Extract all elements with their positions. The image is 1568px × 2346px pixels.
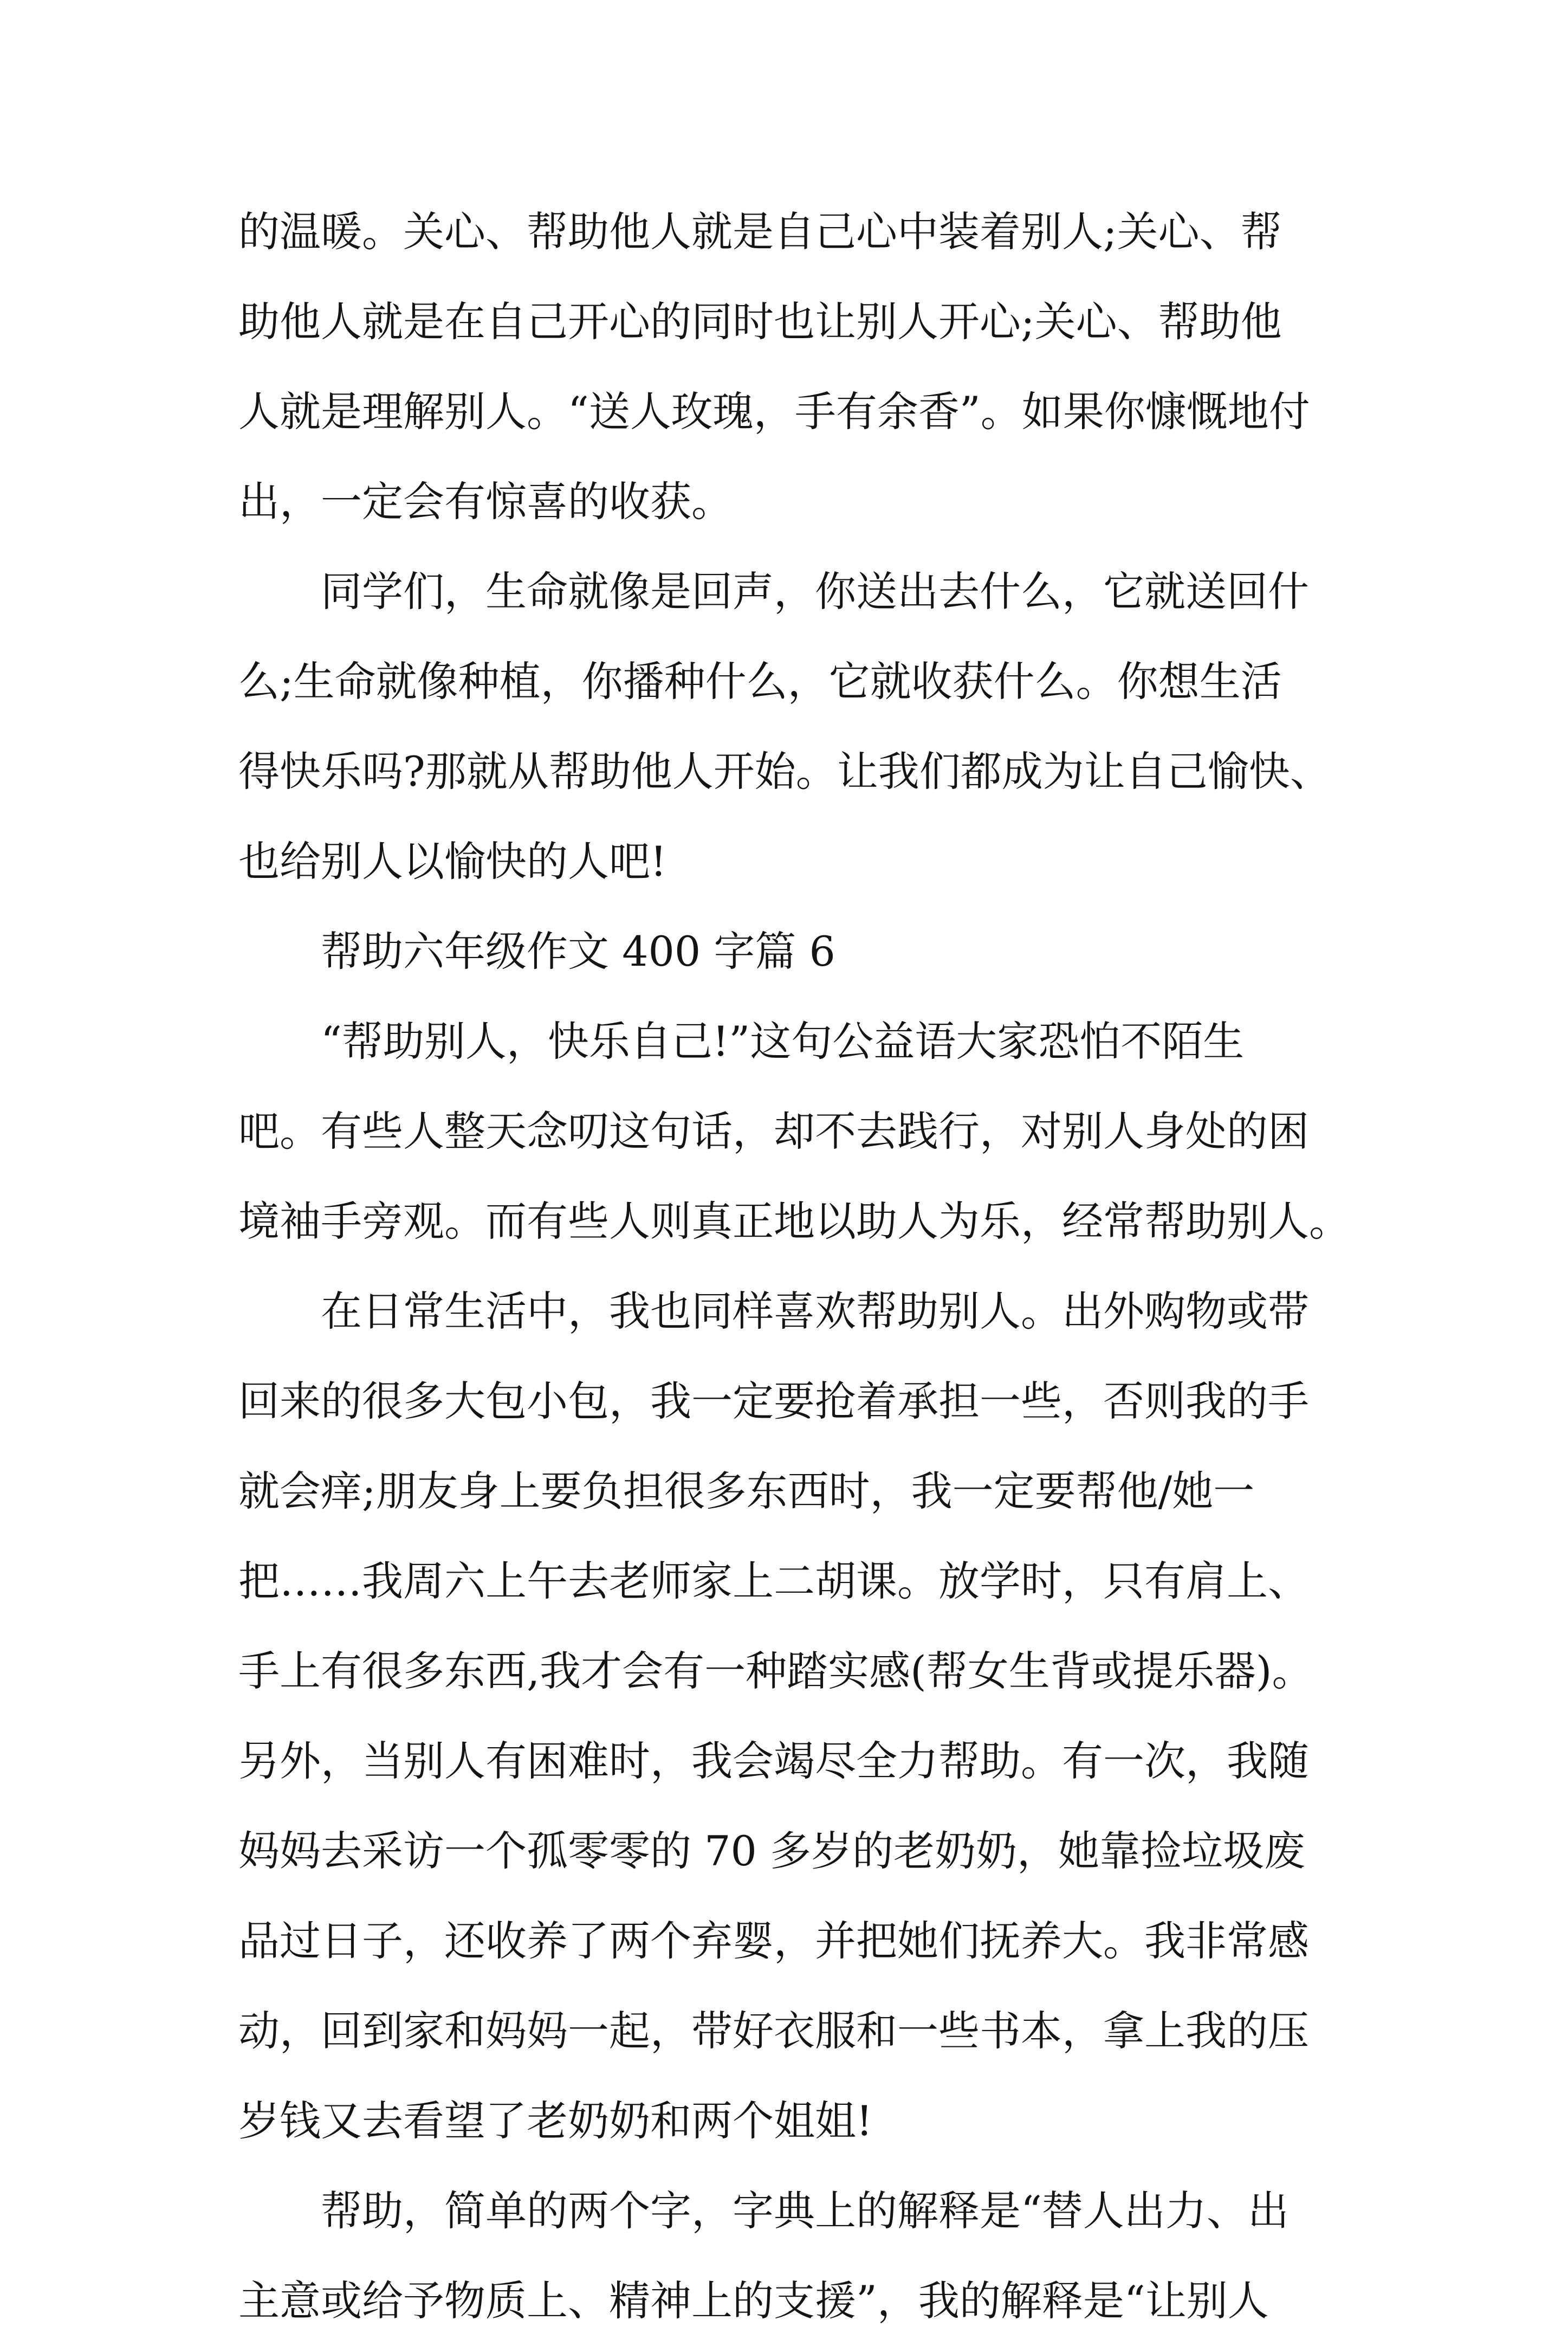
text-line: 主意或给予物质上、精神上的支援”，我的解释是“让别人 [238,2277,1269,2325]
text-line: 回来的很多大包小包，我一定要抢着承担一些，否则我的手 [238,1377,1309,1425]
text-line: 人就是理解别人。“送人玫瑰，手有余香”。如果你慷慨地付 [238,387,1310,436]
text-line: 出，一定会有惊喜的收获。 [238,477,733,526]
text-line: 境袖手旁观。而有些人则真正地以助人为乐，经常帮助别人。 [238,1197,1350,1245]
paragraph-first-line: 帮助，简单的两个字，字典上的解释是“替人出力、出 [321,2187,1289,2235]
text-line: 把……我周六上午去老师家上二胡课。放学时，只有肩上、 [238,1557,1309,1605]
paragraph-first-line: “帮助别人，快乐自己!”这句公益语大家恐怕不陌生 [321,1017,1245,1065]
text-line: 助他人就是在自己开心的同时也让别人开心;关心、帮助他 [238,298,1282,346]
text-line: 就会痒;朋友身上要负担很多东西时，我一定要帮他/她一 [238,1467,1255,1515]
text-line: 动，回到家和妈妈一起，带好衣服和一些书本，拿上我的压 [238,2007,1309,2055]
text-line: 也给别人以愉快的人吧! [238,837,667,886]
document-body [238,187,1376,2346]
text-line: 的温暖。关心、帮助他人就是自己心中装着别人;关心、帮 [238,208,1282,256]
text-line: 岁钱又去看望了老奶奶和两个姐姐! [238,2097,873,2145]
section-heading: 帮助六年级作文 400 字篇 6 [321,927,835,975]
paragraph-first-line: 同学们，生命就像是回声，你送出去什么，它就送回什 [321,567,1309,616]
text-line: 么;生命就像种植，你播种什么，它就收获什么。你想生活 [238,657,1282,706]
text-line: 手上有很多东西,我才会有一种踏实感(帮女生背或提乐器)。 [238,1647,1313,1695]
text-line: 品过日子，还收养了两个弃婴，并把她们抚养大。我非常感 [238,1917,1309,1965]
paragraph-first-line: 在日常生活中，我也同样喜欢帮助别人。出外购物或带 [321,1287,1309,1335]
text-line: 妈妈去采访一个孤零零的 70 多岁的老奶奶，她靠捡垃圾废 [238,1827,1306,1875]
text-line: 得快乐吗?那就从帮助他人开始。让我们都成为让自己愉快、 [238,747,1331,796]
text-line: 另外，当别人有困难时，我会竭尽全力帮助。有一次，我随 [238,1737,1309,1785]
text-line: 吧。有些人整天念叨这句话，却不去践行，对别人身处的困 [238,1107,1309,1155]
